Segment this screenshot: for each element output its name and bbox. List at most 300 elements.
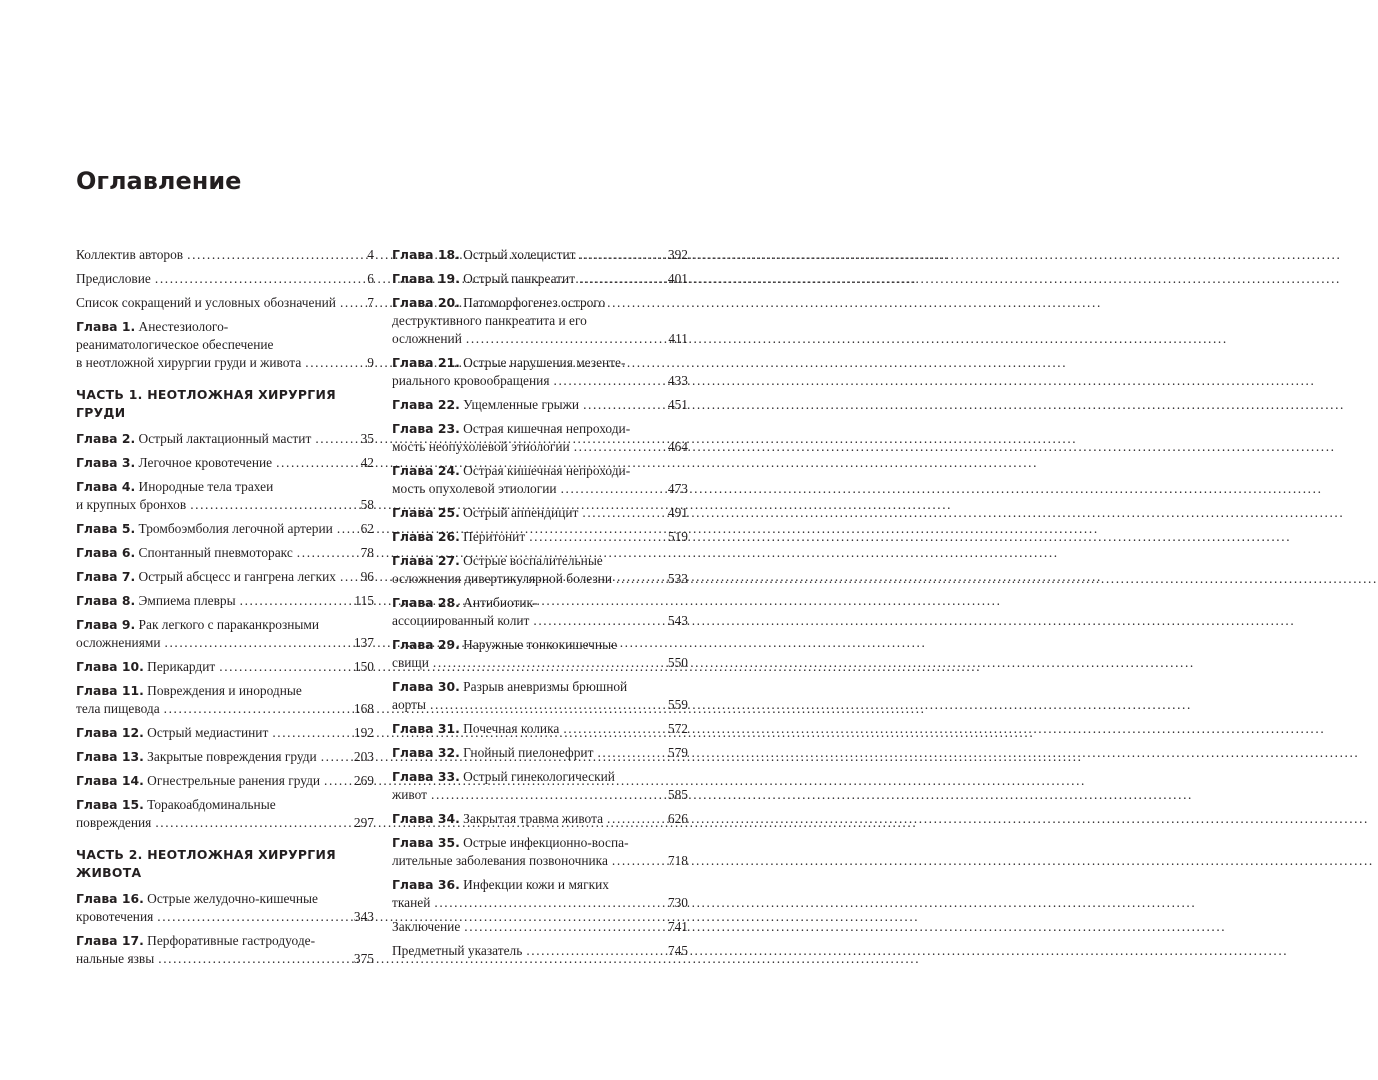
toc-entry-line [392,636,688,654]
toc-entry-title: Острая кишечная непроходи- [463,463,631,478]
toc-dot-leader [164,700,352,718]
toc-entry-title: Острый холецистит [463,247,576,262]
toc-entry-title: Огнестрельные ранения груди [147,773,321,788]
toc-entry-last-line [76,748,374,766]
toc-chapter-label: Глава 23. [392,421,460,436]
toc-entry-last-line [392,744,688,762]
toc-page-number: 741 [667,919,688,934]
toc-entry-last-line [76,246,374,264]
toc-entry-last-line [392,786,688,804]
toc-dot-leader [574,438,666,456]
toc-entry-last-line [392,438,688,456]
toc-page-number: 559 [667,697,688,712]
toc-entry[interactable] [392,636,688,672]
toc-dot-leader [597,744,665,762]
toc-entry[interactable] [76,270,374,288]
toc-page-number: 78 [360,545,374,560]
toc-entry-last-line [392,396,688,414]
toc-dot-leader [430,696,666,714]
toc-entry-text [76,520,333,538]
toc-page-number: 4 [367,247,374,262]
toc-entry-text [392,720,559,738]
toc-dot-leader [607,810,666,828]
toc-entry-title: Закрытая травма живота [463,811,604,826]
toc-entry-last-line [76,294,374,312]
toc-dot-leader [526,942,666,960]
toc-entry[interactable] [392,246,688,264]
toc-entry-line [392,594,688,612]
toc-dot-leader [165,634,352,652]
toc-entry-title: Тромбоэмболия легочной артерии [138,521,333,536]
toc-page-number: 115 [354,593,374,608]
toc-entry-title: Острый гинекологический [463,769,615,784]
toc-chapter-label: Глава 20. [392,295,460,310]
toc-entry[interactable] [392,834,688,870]
toc-dot-leader [561,480,666,498]
toc-dot-leader [240,592,353,610]
toc-chapter-label: Глава 5. [76,521,136,536]
toc-dot-leader [187,246,365,264]
toc-entry[interactable] [76,454,374,472]
toc-dot-leader [297,544,359,562]
toc-entry-title: в неотложной хирургии груди и живота [76,355,302,370]
toc-entry[interactable] [392,594,688,630]
toc-dot-leader [616,570,666,588]
toc-entry[interactable] [76,682,374,718]
toc-entry[interactable] [392,810,688,828]
toc-dot-leader [533,612,666,630]
toc-entry-last-line [76,544,374,562]
toc-page-number: 96 [360,569,374,584]
toc-entry-last-line [76,908,374,926]
toc-entry-line [392,834,688,852]
toc-entry-text [76,748,317,766]
toc-dot-leader [340,294,365,312]
toc-page-number: 572 [667,721,688,736]
toc-page-number: 745 [667,943,688,958]
toc-entry-title: повреждения [76,815,152,830]
toc-dot-leader [554,372,666,390]
toc-entry-last-line [392,852,688,870]
toc-entry-title: лительные заболевания позвоночника [392,853,608,868]
toc-entry-text [76,354,301,372]
toc-entry[interactable] [392,678,688,714]
toc-page-number: 543 [667,613,688,628]
toc-entry-text [76,592,236,610]
toc-entry-text [392,744,593,762]
toc-entry-title: Почечная колика [463,721,560,736]
toc-page-number: 150 [353,659,374,674]
toc-page-number: 411 [668,331,688,346]
toc-entry-text [76,454,272,472]
toc-entry-text [392,696,426,714]
toc-entry-text [392,504,578,522]
toc-entry-text [76,908,153,926]
toc-page-number: 192 [353,725,374,740]
toc-entry-text [392,396,579,414]
toc-entry-title: Гнойный пиелонефрит [463,745,594,760]
toc-entry-line [76,616,374,634]
toc-entry-last-line [392,270,688,288]
toc-entry-title: Коллектив авторов [76,247,184,262]
toc-entry-text [392,786,427,804]
toc-entry-line [76,932,374,950]
toc-dot-leader [529,528,666,546]
toc-entry[interactable] [76,478,374,514]
toc-entry-title: аорты [392,697,427,712]
toc-dot-leader [158,950,352,968]
toc-entry-last-line [392,918,688,936]
toc-entry-last-line [76,520,374,538]
toc-chapter-label: Глава 36. [392,877,460,892]
toc-entry-text [392,330,462,348]
toc-entry-last-line [76,270,374,288]
toc-entry-last-line [392,810,688,828]
toc-entry-text [392,270,575,288]
toc-entry[interactable] [392,354,688,390]
toc-entry-last-line [392,480,688,498]
toc-entry-title: мость опухолевой этиологии [392,481,557,496]
toc-entry-last-line [76,950,374,968]
toc-entry-line [76,682,374,700]
toc-entry[interactable] [392,528,688,546]
toc-entry-title: Острые воспалительные [463,553,603,568]
toc-entry-last-line [76,592,374,610]
toc-entry-title: Эмпиема плевры [138,593,236,608]
toc-entry-text [76,294,336,312]
toc-dot-leader [340,568,359,586]
toc-chapter-label: Глава 3. [76,455,136,470]
toc-dot-leader [434,894,666,912]
toc-page-number: 451 [667,397,688,412]
toc-entry-text [392,654,429,672]
toc-chapter-label: Глава 15. [76,797,144,812]
toc-chapter-label: Глава 27. [392,553,460,568]
toc-page-number: 137 [353,635,374,650]
toc-page-number: 401 [667,271,688,286]
toc-entry[interactable] [392,918,688,936]
toc-entry-line [392,312,688,330]
toc-entry-text [392,918,460,936]
toc-dot-leader [563,720,666,738]
toc-chapter-label: Глава 9. [76,617,136,632]
toc-dot-leader [579,270,666,288]
toc-entry-title: свищи [392,655,429,670]
toc-entry-text [76,568,336,586]
toc-entry-title: Торакоабдоминальные [147,797,276,812]
toc-entry[interactable] [392,270,688,288]
toc-entry-line [76,478,374,496]
toc-entry-title: Легочное кровотечение [138,455,273,470]
toc-entry-title: Острые желудочно-кишечные [147,891,318,906]
toc-entry-last-line [76,700,374,718]
toc-entry-title: деструктивного панкреатита и его [392,313,587,328]
toc-entry-text [392,570,612,588]
toc-chapter-label: Глава 4. [76,479,136,494]
toc-dot-leader [276,454,359,472]
toc-entry-title: Разрыв аневризмы брюшной [463,679,628,694]
toc-entry[interactable] [76,246,374,264]
toc-dot-leader [157,908,352,926]
toc-page-number: 42 [360,455,374,470]
toc-page-number: 62 [360,521,374,536]
toc-dot-leader [433,654,666,672]
toc-page-number: 464 [667,439,688,454]
toc-entry-title: осложнения дивертикулярной болезни [392,571,612,586]
toc-entry-title: Список сокращений и условных обозначений [76,295,336,310]
toc-page-number: 6 [367,271,374,286]
toc-entry-line [76,890,374,908]
toc-page-number: 579 [667,745,688,760]
toc-entry[interactable] [76,890,374,926]
toc-dot-leader [431,786,666,804]
toc-entry-title: ассоциированный колит [392,613,530,628]
toc-page-number: 375 [353,951,374,966]
toc-chapter-label: Глава 7. [76,569,136,584]
toc-entry[interactable] [76,592,374,610]
toc-page-number: 9 [367,355,374,370]
toc-entry-last-line [76,814,374,832]
toc-entry-text [392,612,529,630]
toc-entry-last-line [392,720,688,738]
toc-entry-text [392,372,550,390]
toc-entry-last-line [392,570,688,588]
toc-chapter-label: Глава 33. [392,769,460,784]
toc-chapter-label: Глава 13. [76,749,144,764]
toc-entry-title: Наружные тонкокишечные [463,637,618,652]
toc-dot-leader [272,724,352,742]
toc-dot-leader [337,520,359,538]
toc-chapter-label: Глава 24. [392,463,460,478]
toc-entry-title: тканей [392,895,431,910]
toc-page-number: 626 [667,811,688,826]
toc-chapter-label: Глава 6. [76,545,136,560]
toc-entry-line [392,354,688,372]
toc-entry-text [392,894,430,912]
toc-entry[interactable] [392,942,688,960]
toc-dot-leader [579,246,665,264]
toc-dot-leader [583,396,666,414]
toc-entry-title: Острая кишечная непроходи- [463,421,631,436]
toc-page-number: 297 [353,815,374,830]
toc-entry[interactable] [392,876,688,912]
toc-entry-last-line [76,772,374,790]
toc-entry-text [76,724,268,742]
toc-entry-text [392,246,575,264]
toc-page-number: 7 [367,295,374,310]
toc-dot-leader [305,354,365,372]
toc-chapter-label: Глава 19. [392,271,460,286]
toc-entry-title: Патоморфогенез острого [463,295,606,310]
toc-entry[interactable] [76,544,374,562]
toc-page-number: 519 [667,529,688,544]
toc-entry-last-line [76,354,374,372]
toc-dot-leader [155,270,365,288]
toc-entry-line [76,796,374,814]
toc-entry-last-line [392,894,688,912]
page-title: Оглавление [76,167,242,195]
toc-page-number: 585 [667,787,688,802]
toc-entry-title: осложнений [392,331,462,346]
toc-entry-title: Антибиотик- [463,595,538,610]
toc-entry-last-line [76,430,374,448]
toc-entry[interactable] [76,520,374,538]
toc-entry[interactable] [392,504,688,522]
toc-entry-title: Острые инфекционно-воспа- [463,835,629,850]
toc-chapter-label: Глава 21. [392,355,460,370]
toc-entry-text [76,270,151,288]
toc-entry-title: Перитонит [463,529,526,544]
toc-entry-line [392,552,688,570]
toc-column-left [76,246,374,974]
toc-entry-title: мость неопухолевой этиологии [392,439,570,454]
toc-page-number: 491 [667,505,688,520]
toc-entry-last-line [76,454,374,472]
toc-entry[interactable] [76,748,374,766]
toc-chapter-label: Глава 25. [392,505,460,520]
toc-page-number: 718 [667,853,688,868]
toc-entry-title: тела пищевода [76,701,160,716]
toc-entry[interactable] [392,462,688,498]
toc-entry[interactable] [392,768,688,804]
toc-entry[interactable] [76,658,374,676]
toc-page-number: 533 [667,571,688,586]
toc-dot-leader [582,504,666,522]
toc-chapter-label: Глава 16. [76,891,144,906]
toc-chapter-label: Глава 11. [76,683,144,698]
toc-entry[interactable] [392,552,688,588]
toc-entry-title: живот [392,787,428,802]
toc-entry-text [392,942,522,960]
toc-entry-text [392,480,557,498]
toc-entry-text [76,430,311,448]
toc-chapter-label: Глава 34. [392,811,460,826]
toc-entry[interactable] [392,420,688,456]
toc-column-right [392,246,688,966]
toc-entry-line [392,462,688,480]
toc-entry-line [392,876,688,894]
toc-entry-last-line [76,568,374,586]
toc-part-heading: ЧАСТЬ 2. НЕОТЛОЖНАЯ ХИРУРГИЯ ЖИВОТА [76,847,337,880]
toc-entry-text [76,658,215,676]
toc-page-number: 58 [360,497,374,512]
toc-dot-leader [612,852,666,870]
toc-entry[interactable] [76,294,374,312]
toc-entry-text [76,950,154,968]
toc-chapter-label: Глава 8. [76,593,136,608]
toc-entry[interactable] [76,568,374,586]
toc-page-number: 35 [360,431,374,446]
toc-entry-title: Инфекции кожи и мягких [463,877,609,892]
toc-dot-leader [324,772,352,790]
toc-page-number: 550 [667,655,688,670]
toc-dot-leader [464,918,666,936]
toc-entry-title: Анестезиолого- [138,319,229,334]
toc-entry-title: Спонтанный пневмоторакс [138,545,293,560]
toc-entry[interactable] [76,616,374,652]
toc-entry-title: Перикардит [147,659,216,674]
toc-chapter-label: Глава 31. [392,721,460,736]
toc-entry-title: Острый лактационный мастит [138,431,312,446]
toc-entry-last-line [392,942,688,960]
toc-entry-text [392,852,608,870]
toc-dot-leader [466,330,667,348]
toc-entry-text [392,810,603,828]
toc-entry[interactable] [76,724,374,742]
toc-page-number: 730 [667,895,688,910]
toc-entry-title: кровотечения [76,909,154,924]
toc-entry[interactable] [76,772,374,790]
toc-entry-line [76,318,374,336]
toc-chapter-label: Глава 29. [392,637,460,652]
toc-entry-text [392,438,570,456]
toc-page-number: 168 [353,701,374,716]
toc-entry[interactable] [76,318,374,372]
toc-entry-title: Острый аппендицит [463,505,579,520]
toc-entry-last-line [392,654,688,672]
toc-page-number: 392 [667,247,688,262]
toc-entry-line [392,678,688,696]
toc-entry-text [392,528,525,546]
toc-chapter-label: Глава 2. [76,431,136,446]
toc-entry-text [76,700,160,718]
toc-chapter-label: Глава 28. [392,595,460,610]
toc-entry-last-line [392,246,688,264]
toc-entry[interactable] [392,744,688,762]
toc-entry-last-line [76,634,374,652]
toc-entry-last-line [392,528,688,546]
toc-entry[interactable] [392,294,688,348]
toc-entry-text [76,814,151,832]
toc-entry[interactable] [76,796,374,832]
toc-entry-text [76,634,161,652]
toc-entry-title: нальные язвы [76,951,155,966]
toc-chapter-label: Глава 26. [392,529,460,544]
toc-chapter-label: Глава 17. [76,933,144,948]
toc-entry[interactable] [392,720,688,738]
toc-entry-line [76,336,374,354]
toc-entry-text [76,772,320,790]
toc-entry-title: и крупных бронхов [76,497,187,512]
toc-entry-title: Острый абсцесс и гангрена легких [138,569,336,584]
toc-entry-last-line [392,612,688,630]
toc-entry-text [76,496,186,514]
toc-entry[interactable] [76,932,374,968]
toc-entry[interactable] [392,396,688,414]
toc-entry-last-line [392,504,688,522]
toc-dot-leader [219,658,352,676]
toc-entry-title: Острый медиастинит [147,725,269,740]
toc-part-heading: ЧАСТЬ 1. НЕОТЛОЖНАЯ ХИРУРГИЯ ГРУДИ [76,387,337,420]
toc-page-number: 473 [667,481,688,496]
toc-chapter-label: Глава 35. [392,835,460,850]
toc-entry[interactable] [76,430,374,448]
toc-entry-last-line [392,696,688,714]
toc-entry-title: Предисловие [76,271,151,286]
toc-entry-last-line [76,724,374,742]
toc-entry-title: Предметный указатель [392,943,523,958]
toc-entry-line [392,768,688,786]
toc-page-number: 433 [667,373,688,388]
toc-entry-title: Заключение [392,919,461,934]
toc-page-number: 269 [353,773,374,788]
toc-chapter-label: Глава 12. [76,725,144,740]
toc-entry-last-line [392,372,688,390]
toc-entry-title: Острые нарушения мезенте- [463,355,626,370]
toc-chapter-label: Глава 1. [76,319,136,334]
toc-chapter-label: Глава 18. [392,247,460,262]
toc-chapter-label: Глава 14. [76,773,144,788]
